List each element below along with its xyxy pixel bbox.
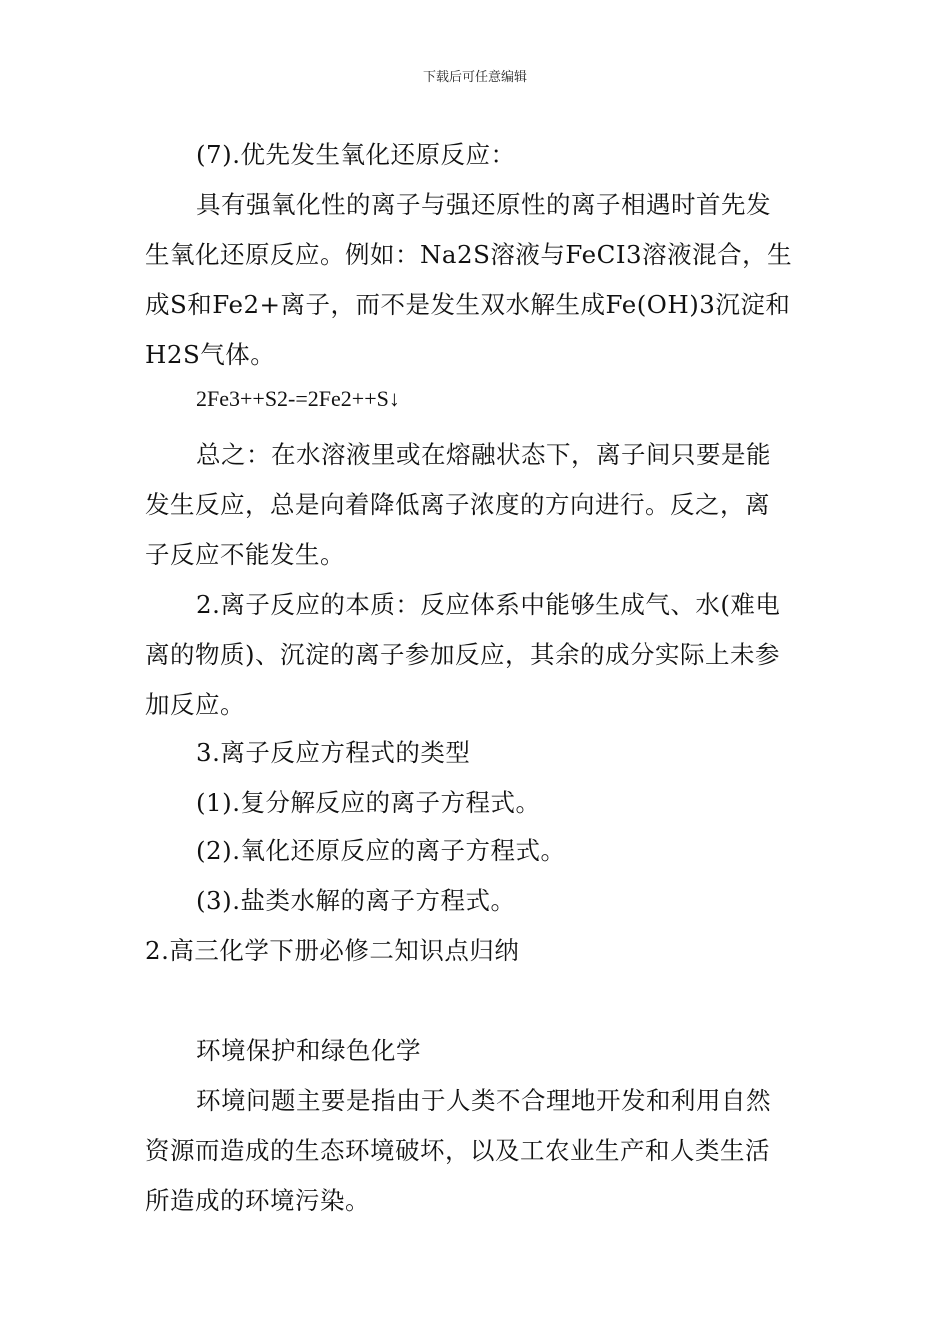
section-title: 2.高三化学下册必修二知识点归纳 bbox=[145, 936, 520, 965]
list-item: (3).盐类水解的离子方程式。 bbox=[196, 886, 516, 915]
list-item: (1).复分解反应的离子方程式。 bbox=[196, 788, 541, 817]
paragraph-line: 发生反应，总是向着降低离子浓度的方向进行。反之，离 bbox=[145, 490, 770, 519]
paragraph-line: 离的物质)、沉淀的离子参加反应，其余的成分实际上未参 bbox=[145, 640, 781, 669]
paragraph-line: 环境问题主要是指由于人类不合理地开发和利用自然 bbox=[196, 1086, 771, 1115]
paragraph-line: 所造成的环境污染。 bbox=[145, 1186, 370, 1215]
paragraph-line: 2.离子反应的本质：反应体系中能够生成气、水(难电 bbox=[196, 590, 781, 619]
paragraph-line: 生氧化还原反应。例如：Na2S溶液与FeCI3溶液混合，生 bbox=[145, 240, 793, 269]
list-item: (2).氧化还原反应的离子方程式。 bbox=[196, 836, 566, 865]
paragraph-line: 子反应不能发生。 bbox=[145, 540, 345, 569]
paragraph-line: 资源而造成的生态环境破坏，以及工农业生产和人类生活 bbox=[145, 1136, 770, 1165]
subsection-heading: 环境保护和绿色化学 bbox=[196, 1036, 421, 1065]
paragraph-line: 成S和Fe2+离子，而不是发生双水解生成Fe(OH)3沉淀和 bbox=[145, 290, 791, 319]
paragraph-line: (7).优先发生氧化还原反应： bbox=[196, 140, 516, 169]
paragraph-line: 总之：在水溶液里或在熔融状态下，离子间只要是能 bbox=[196, 440, 771, 469]
page-header-note: 下载后可任意编辑 bbox=[422, 70, 527, 85]
paragraph-line: 加反应。 bbox=[145, 690, 245, 719]
paragraph-line: H2S气体。 bbox=[145, 340, 276, 369]
section-heading: 3.离子反应方程式的类型 bbox=[196, 738, 471, 767]
chemical-equation: 2Fe3++S2-=2Fe2++S↓ bbox=[196, 386, 400, 411]
paragraph-line: 具有强氧化性的离子与强还原性的离子相遇时首先发 bbox=[196, 190, 771, 219]
